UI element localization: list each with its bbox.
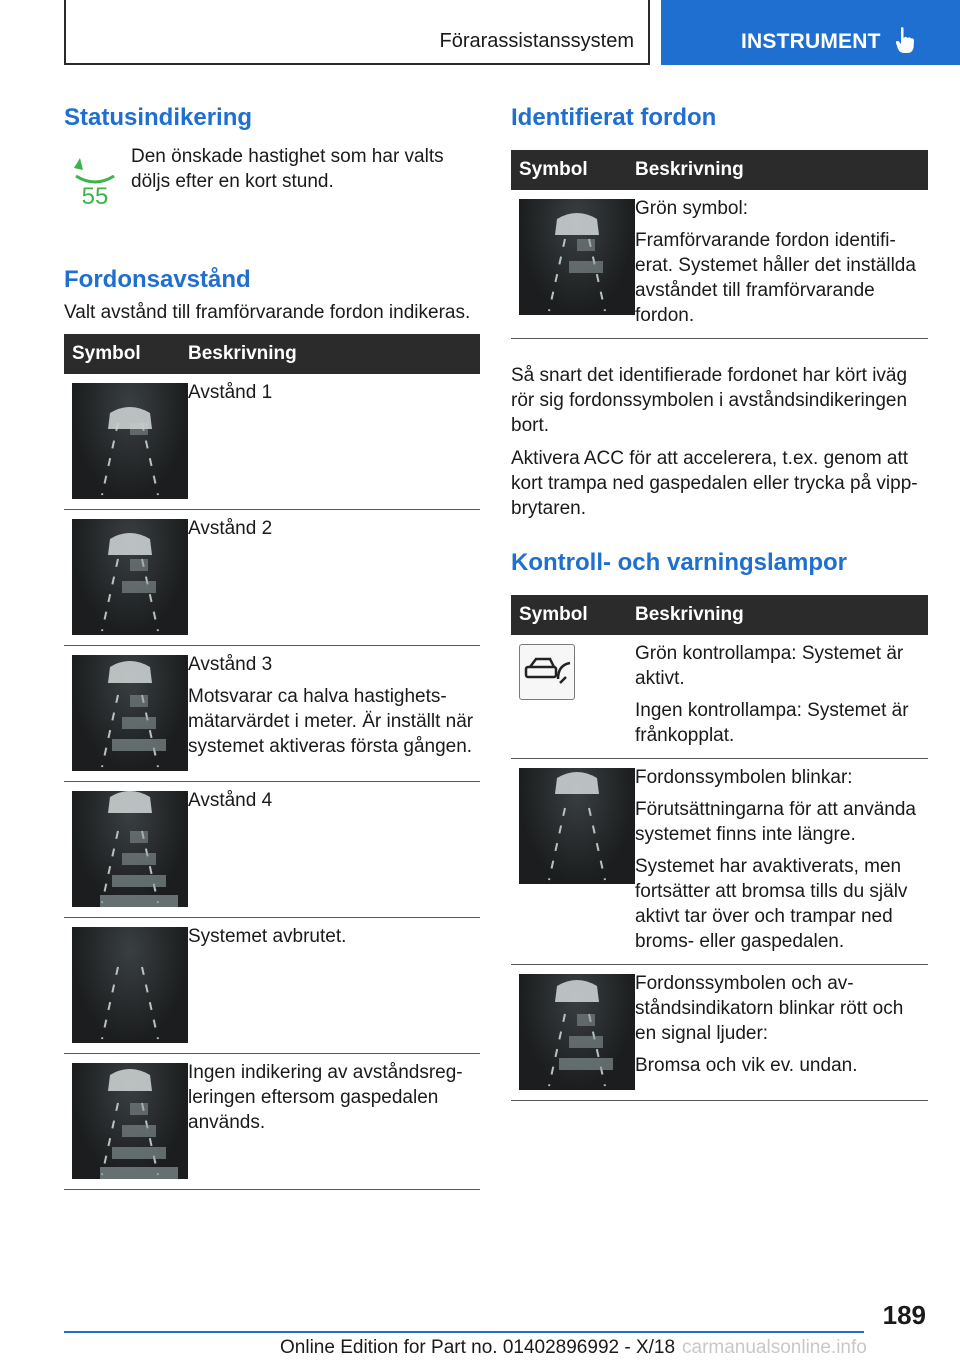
description-line: Avstånd 3	[188, 654, 273, 675]
description-cell	[188, 918, 480, 1054]
table-row	[64, 510, 480, 646]
header-chapter-title: INSTRUMENT	[741, 30, 881, 53]
footer-divider	[64, 1331, 864, 1333]
right-column	[511, 100, 928, 1101]
vehicle-identified-icon	[519, 199, 635, 315]
system-interrupted-icon	[72, 927, 188, 1043]
description-line: Grön kontrollampa: Systemet är aktivt.	[635, 643, 904, 689]
distance-2-icon	[72, 519, 188, 635]
description-line: Förutsättningarna för att använda systemet finns inte längre.	[635, 799, 916, 845]
lamps-heading: Kontroll- och varningslampor	[511, 549, 848, 576]
description-line: Framförvarande fordon identifierat. Systemet håller det inställda avståndet till framförvarande fordon.	[635, 230, 916, 326]
table-row	[64, 918, 480, 1054]
col-description: Beskrivning	[188, 334, 480, 374]
no-distance-control-icon	[72, 1063, 188, 1179]
col-description: Beskrivning	[635, 595, 928, 635]
identified-paragraph-2: Aktivera ACC för att accelerera, t.ex. genom att kort trampa ned gaspedalen eller trycka på vippbrytaren.	[511, 448, 918, 519]
col-symbol: Symbol	[511, 595, 635, 635]
vehicle-and-distance-flashing-icon	[519, 974, 635, 1090]
pointing-hand-icon	[895, 26, 915, 54]
distance-1-icon	[72, 383, 188, 499]
identified-paragraph-1: Så snart det identifierade fordonet har kört iväg rör sig fordonssymbolen i avståndsindikeringen bort.	[511, 365, 908, 436]
description-line: Bromsa och vik ev. undan.	[635, 1055, 858, 1076]
distance-3-icon	[72, 655, 188, 771]
description-line: Grön symbol:	[635, 198, 748, 219]
description-cell	[188, 646, 480, 782]
header-section-tab	[64, 0, 650, 65]
col-description: Beskrivning	[635, 150, 928, 190]
table-row	[511, 635, 928, 759]
header-chapter-tab[interactable]	[661, 0, 960, 65]
identified-table	[511, 150, 928, 339]
description-line: Systemet avbrutet.	[188, 926, 347, 947]
table-row	[511, 190, 928, 339]
table-row	[64, 646, 480, 782]
description-line: Motsvarar ca halva hastighetsmätarvärdet i meter. Är inställt när systemet aktiveras första gången.	[188, 686, 474, 757]
table-row	[64, 1054, 480, 1190]
status-indicator-row	[64, 144, 480, 224]
description-line: Fordonssymbolen och avståndsindikatorn blinkar rött och en signal ljuder:	[635, 973, 904, 1044]
set-speed-icon	[72, 154, 118, 206]
left-column	[64, 100, 480, 1190]
description-cell	[188, 782, 480, 918]
header-section-title: Förarassistanssystem	[439, 30, 634, 52]
table-row	[64, 374, 480, 510]
table-row	[64, 782, 480, 918]
table-row	[511, 965, 928, 1101]
distance-table	[64, 334, 480, 1190]
description-line: Avstånd 4	[188, 790, 273, 811]
acc-indicator-icon	[519, 644, 575, 700]
description-cell	[635, 635, 928, 759]
distance-intro: Valt avstånd till framförvarande fordon indikeras.	[64, 302, 471, 323]
status-heading: Statusindikering	[64, 104, 253, 131]
description-cell	[188, 374, 480, 510]
vehicle-symbol-flashing-icon	[519, 768, 635, 884]
table-row	[511, 759, 928, 965]
description-line: Ingen indikering av avståndsregleringen eftersom gaspedalen används.	[188, 1062, 463, 1133]
description-line: Avstånd 2	[188, 518, 273, 539]
identified-heading: Identifierat fordon	[511, 104, 717, 131]
distance-4-icon	[72, 791, 188, 907]
description-line: Systemet har avaktiverats, men fortsätter att bromsa tills du själv aktivt tar över och trampar ned broms- eller gaspedalen.	[635, 856, 908, 952]
col-symbol: Symbol	[511, 150, 635, 190]
lamps-table	[511, 595, 928, 1101]
description-line: Avstånd 1	[188, 382, 273, 403]
description-line: Fordonssymbolen blinkar:	[635, 767, 853, 788]
description-line: Ingen kontrollampa: Systemet är frånkopplat.	[635, 700, 909, 746]
description-cell	[635, 190, 928, 339]
col-symbol: Symbol	[64, 334, 188, 374]
description-cell	[188, 1054, 480, 1190]
description-cell	[635, 965, 928, 1101]
footer-edition: Online Edition for Part no. 01402896992 - X/18	[280, 1337, 676, 1358]
footer-watermark: carmanualsonline.info	[682, 1337, 867, 1358]
distance-heading: Fordonsavstånd	[64, 266, 251, 293]
status-description: Den önskade hastighet som har valts döljs efter en kort stund.	[131, 146, 444, 192]
page-number: 189	[882, 1300, 926, 1330]
set-speed-number: 55	[81, 183, 109, 206]
description-cell	[188, 510, 480, 646]
description-cell	[635, 759, 928, 965]
